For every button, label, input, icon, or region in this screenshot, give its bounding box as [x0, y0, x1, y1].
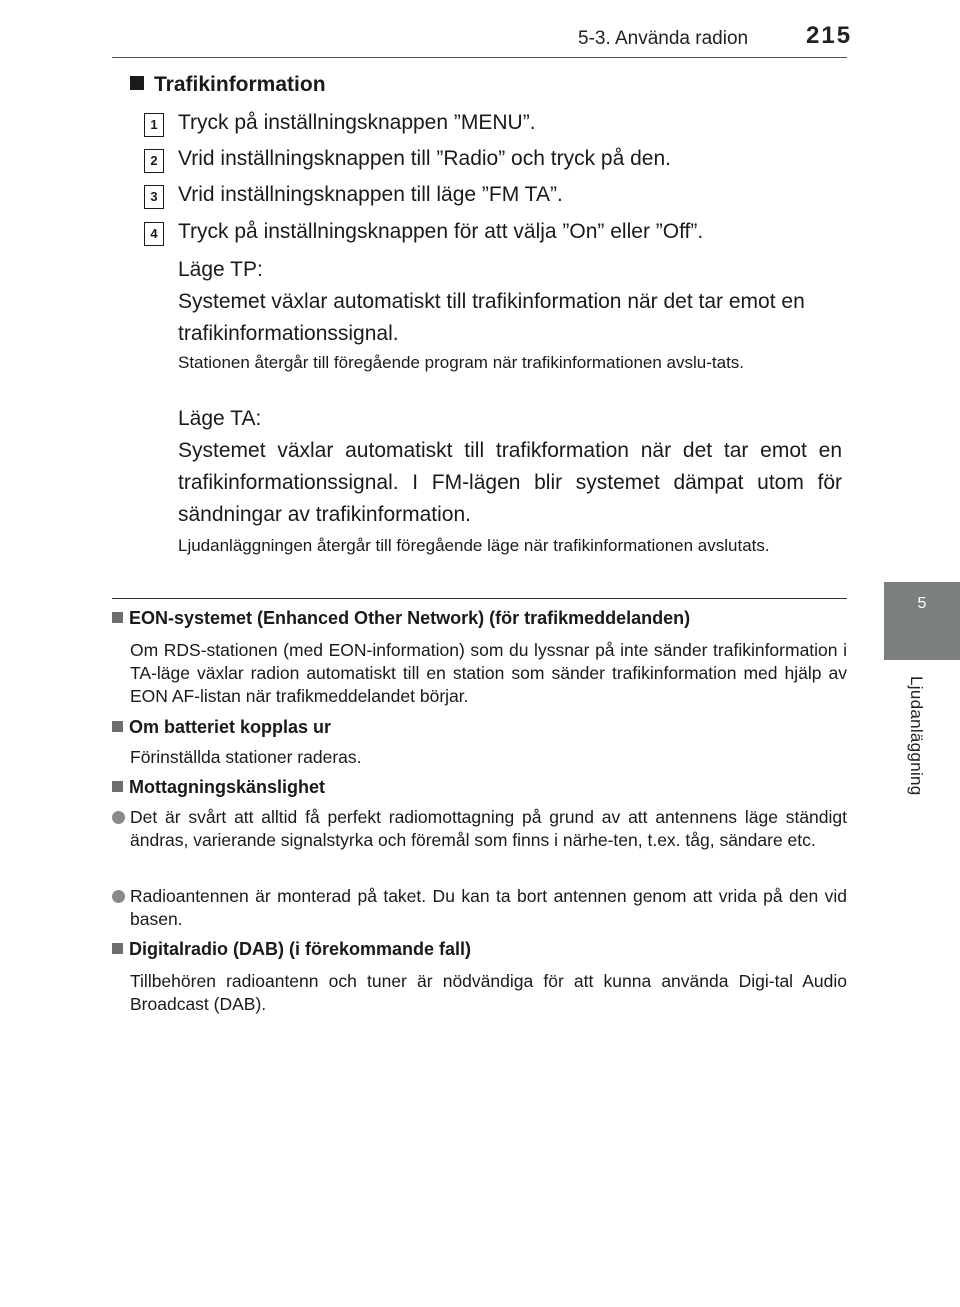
- section-title: 5-3. Använda radion: [578, 28, 749, 49]
- square-bullet-icon: [130, 76, 144, 90]
- round-bullet-icon: [112, 890, 125, 903]
- step-number-badge: 3: [144, 185, 164, 209]
- mode-ta: [178, 403, 842, 531]
- mode-ta-label: Läge TA:: [178, 407, 262, 430]
- square-bullet-icon: [112, 721, 123, 732]
- page-number: 215: [806, 22, 853, 49]
- step-text: Vrid inställningsknappen till ”Radio” och tryck på den.: [178, 147, 671, 170]
- note-heading-text: Om batteriet kopplas ur: [129, 717, 332, 737]
- note-heading-text: Digitalradio (DAB) (i förekommande fall): [129, 939, 472, 959]
- note-heading-text: Mottagningskänslighet: [129, 777, 326, 797]
- chapter-title: Ljudanläggning: [907, 676, 926, 796]
- note-dab-heading: [112, 939, 471, 960]
- round-bullet-icon: [112, 811, 125, 824]
- chapter-number: 5: [917, 595, 927, 612]
- step-number-badge: 1: [144, 113, 164, 137]
- header-rule: [112, 57, 847, 58]
- mode-ta-text: Systemet växlar automatiskt till trafikformation när det tar emot en trafikinformationssignal. I FM-lägen blir systemet dämpat utom för sändningar av trafikinformation.: [178, 439, 842, 526]
- note-dab-body: Tillbehören radioantenn och tuner är nödvändiga för att kunna använda Digi-tal Audio Broadcast (DAB).: [130, 971, 847, 1014]
- chapter-tab: [884, 582, 960, 660]
- main-heading-text: Trafikinformation: [154, 73, 326, 96]
- square-bullet-icon: [112, 943, 123, 954]
- note-eon-body: Om RDS-stationen (med EON-information) som du lyssnar på inte sänder trafikinformation i TA-läge växlar radion automatiskt till en station som sänder trafikinformation med hjälp av EON AF-listan när trafikmeddelandet börjar.: [130, 640, 847, 706]
- step-number-badge: 4: [144, 222, 164, 246]
- mode-tp: [178, 254, 842, 350]
- mode-tp-text: Systemet växlar automatiskt till trafikinformation när det tar emot en trafikinformationssignal.: [178, 290, 805, 345]
- step-text: Tryck på inställningsknappen för att välja ”On” eller ”Off”.: [178, 220, 704, 243]
- mode-tp-label: Läge TP:: [178, 258, 263, 281]
- mode-ta-note: Ljudanläggningen återgår till föregående läge när trafikinformationen avslutats.: [178, 536, 770, 555]
- bullet-text: Det är svårt att alltid få perfekt radiomottagning på grund av att antennens läge ständigt ändras, varierande signalstyrka och föremål som finns i närhe-ten, t.ex. tåg, sändare etc.: [130, 807, 847, 850]
- note-sensitivity-heading: [112, 777, 325, 798]
- square-bullet-icon: [112, 781, 123, 792]
- note-eon-heading: [112, 608, 690, 629]
- step-text: Tryck på inställningsknappen ”MENU”.: [178, 111, 536, 134]
- step-text: Vrid inställningsknappen till läge ”FM TA”.: [178, 183, 563, 206]
- note-heading-text: EON-systemet (Enhanced Other Network) (för trafikmeddelanden): [129, 608, 691, 628]
- notes-divider: [112, 598, 847, 599]
- note-battery-heading: [112, 717, 331, 738]
- main-heading: [130, 73, 326, 97]
- note-battery-body: Förinställda stationer raderas.: [130, 747, 362, 767]
- bullet-text: Radioantennen är monterad på taket. Du kan ta bort antennen genom att vrida på den vid basen.: [130, 886, 847, 929]
- square-bullet-icon: [112, 612, 123, 623]
- mode-tp-note: Stationen återgår till föregående program när trafikinformationen avslu-tats.: [178, 353, 745, 372]
- step-number-badge: 2: [144, 149, 164, 173]
